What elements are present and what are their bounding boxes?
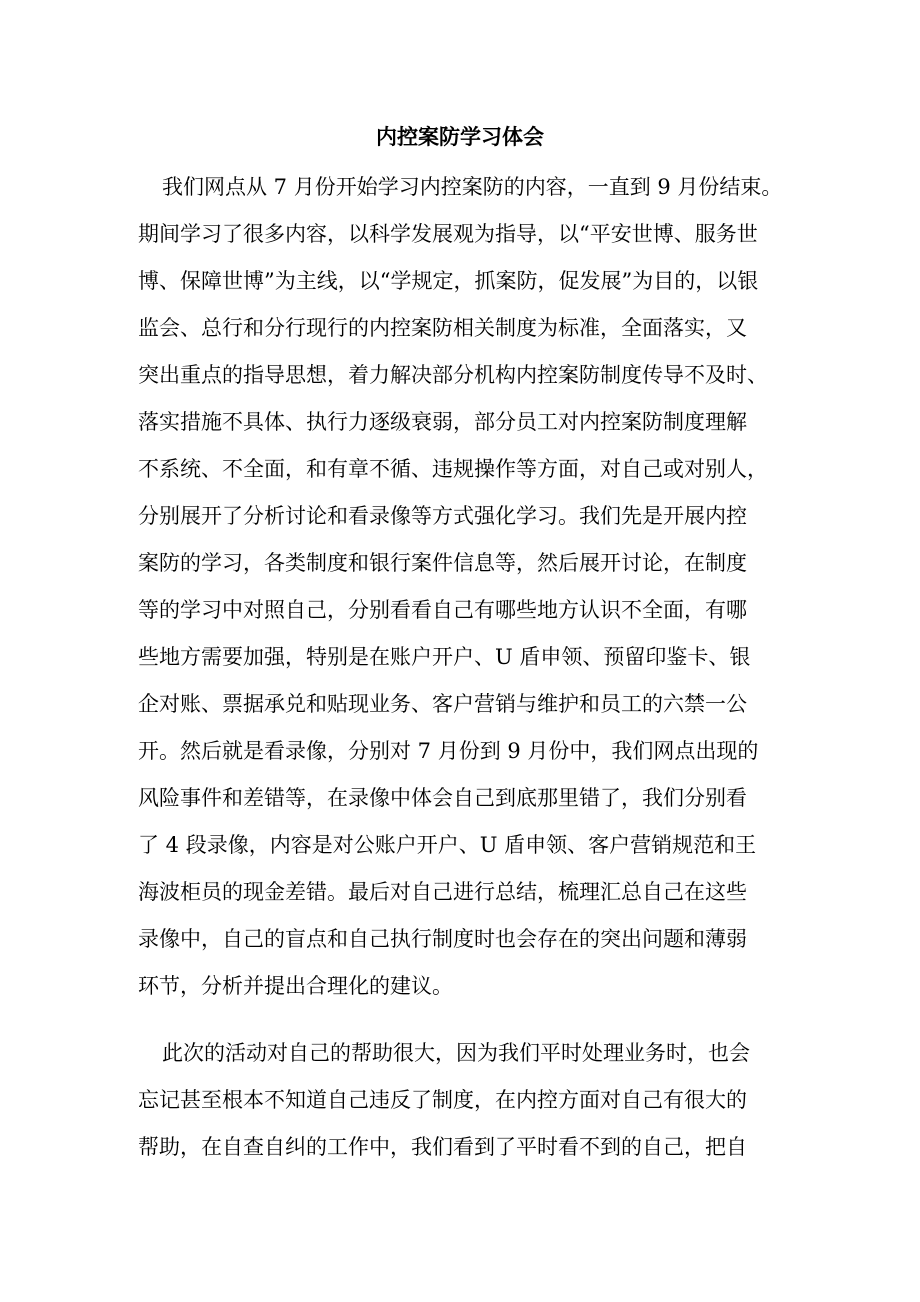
paragraph-1-line-5: 突出重点的指导思想，着力解决部分机构内控案防制度传导不及时、 bbox=[138, 363, 768, 387]
paragraph-1-line-14: 风险事件和差错等，在录像中体会自己到底那里错了，我们分别看 bbox=[138, 786, 747, 810]
paragraph-2-line-2: 忘记甚至根本不知道自己违反了制度，在内控方面对自己有很大的 bbox=[138, 1088, 747, 1112]
paragraph-1-line-1: 我们网点从 7 月份开始学习内控案防的内容，一直到 9 月份结束。 bbox=[162, 175, 783, 199]
paragraph-1-line-11: 些地方需要加强，特别是在账户开户、U 盾申领、预留印鉴卡、银 bbox=[138, 645, 751, 669]
paragraph-1-line-3: 博、保障世博”为主线，以“学规定，抓案防，促发展”为目的，以银 bbox=[138, 269, 759, 293]
paragraph-1-line-17: 录像中，自己的盲点和自己执行制度时也会存在的突出问题和薄弱 bbox=[138, 927, 747, 951]
paragraph-1-line-4: 监会、总行和分行现行的内控案防相关制度为标准，全面落实，又 bbox=[138, 316, 747, 340]
paragraph-1-line-8: 分别展开了分析讨论和看录像等方式强化学习。我们先是开展内控 bbox=[138, 504, 747, 528]
paragraph-1-line-9: 案防的学习，各类制度和银行案件信息等，然后展开讨论，在制度 bbox=[138, 551, 747, 575]
paragraph-1-line-6: 落实措施不具体、执行力逐级衰弱，部分员工对内控案防制度理解 bbox=[138, 410, 747, 434]
paragraph-1-line-18: 环节，分析并提出合理化的建议。 bbox=[138, 974, 453, 998]
paragraph-1-line-15: 了 4 段录像，内容是对公账户开户、U 盾申领、客户营销规范和王 bbox=[138, 833, 757, 857]
paragraph-1-line-2: 期间学习了很多内容，以科学发展观为指导，以“平安世博、服务世 bbox=[138, 222, 758, 246]
page-title: 内控案防学习体会 bbox=[376, 124, 544, 149]
paragraph-2-line-3: 帮助，在自查自纠的工作中，我们看到了平时看不到的自己，把自 bbox=[138, 1135, 747, 1159]
paragraph-2-line-1: 此次的活动对自己的帮助很大，因为我们平时处理业务时，也会 bbox=[162, 1041, 750, 1065]
paragraph-1-line-7: 不系统、不全面，和有章不循、违规操作等方面，对自己或对别人， bbox=[138, 457, 768, 481]
paragraph-1-line-16: 海波柜员的现金差错。最后对自己进行总结，梳理汇总自己在这些 bbox=[138, 880, 747, 904]
paragraph-1-line-13: 开。然后就是看录像，分别对 7 月份到 9 月份中，我们网点出现的 bbox=[138, 739, 759, 763]
paragraph-1-line-12: 企对账、票据承兑和贴现业务、客户营销与维护和员工的六禁一公 bbox=[138, 692, 747, 716]
paragraph-1-line-10: 等的学习中对照自己，分别看看自己有哪些地方认识不全面，有哪 bbox=[138, 598, 747, 622]
